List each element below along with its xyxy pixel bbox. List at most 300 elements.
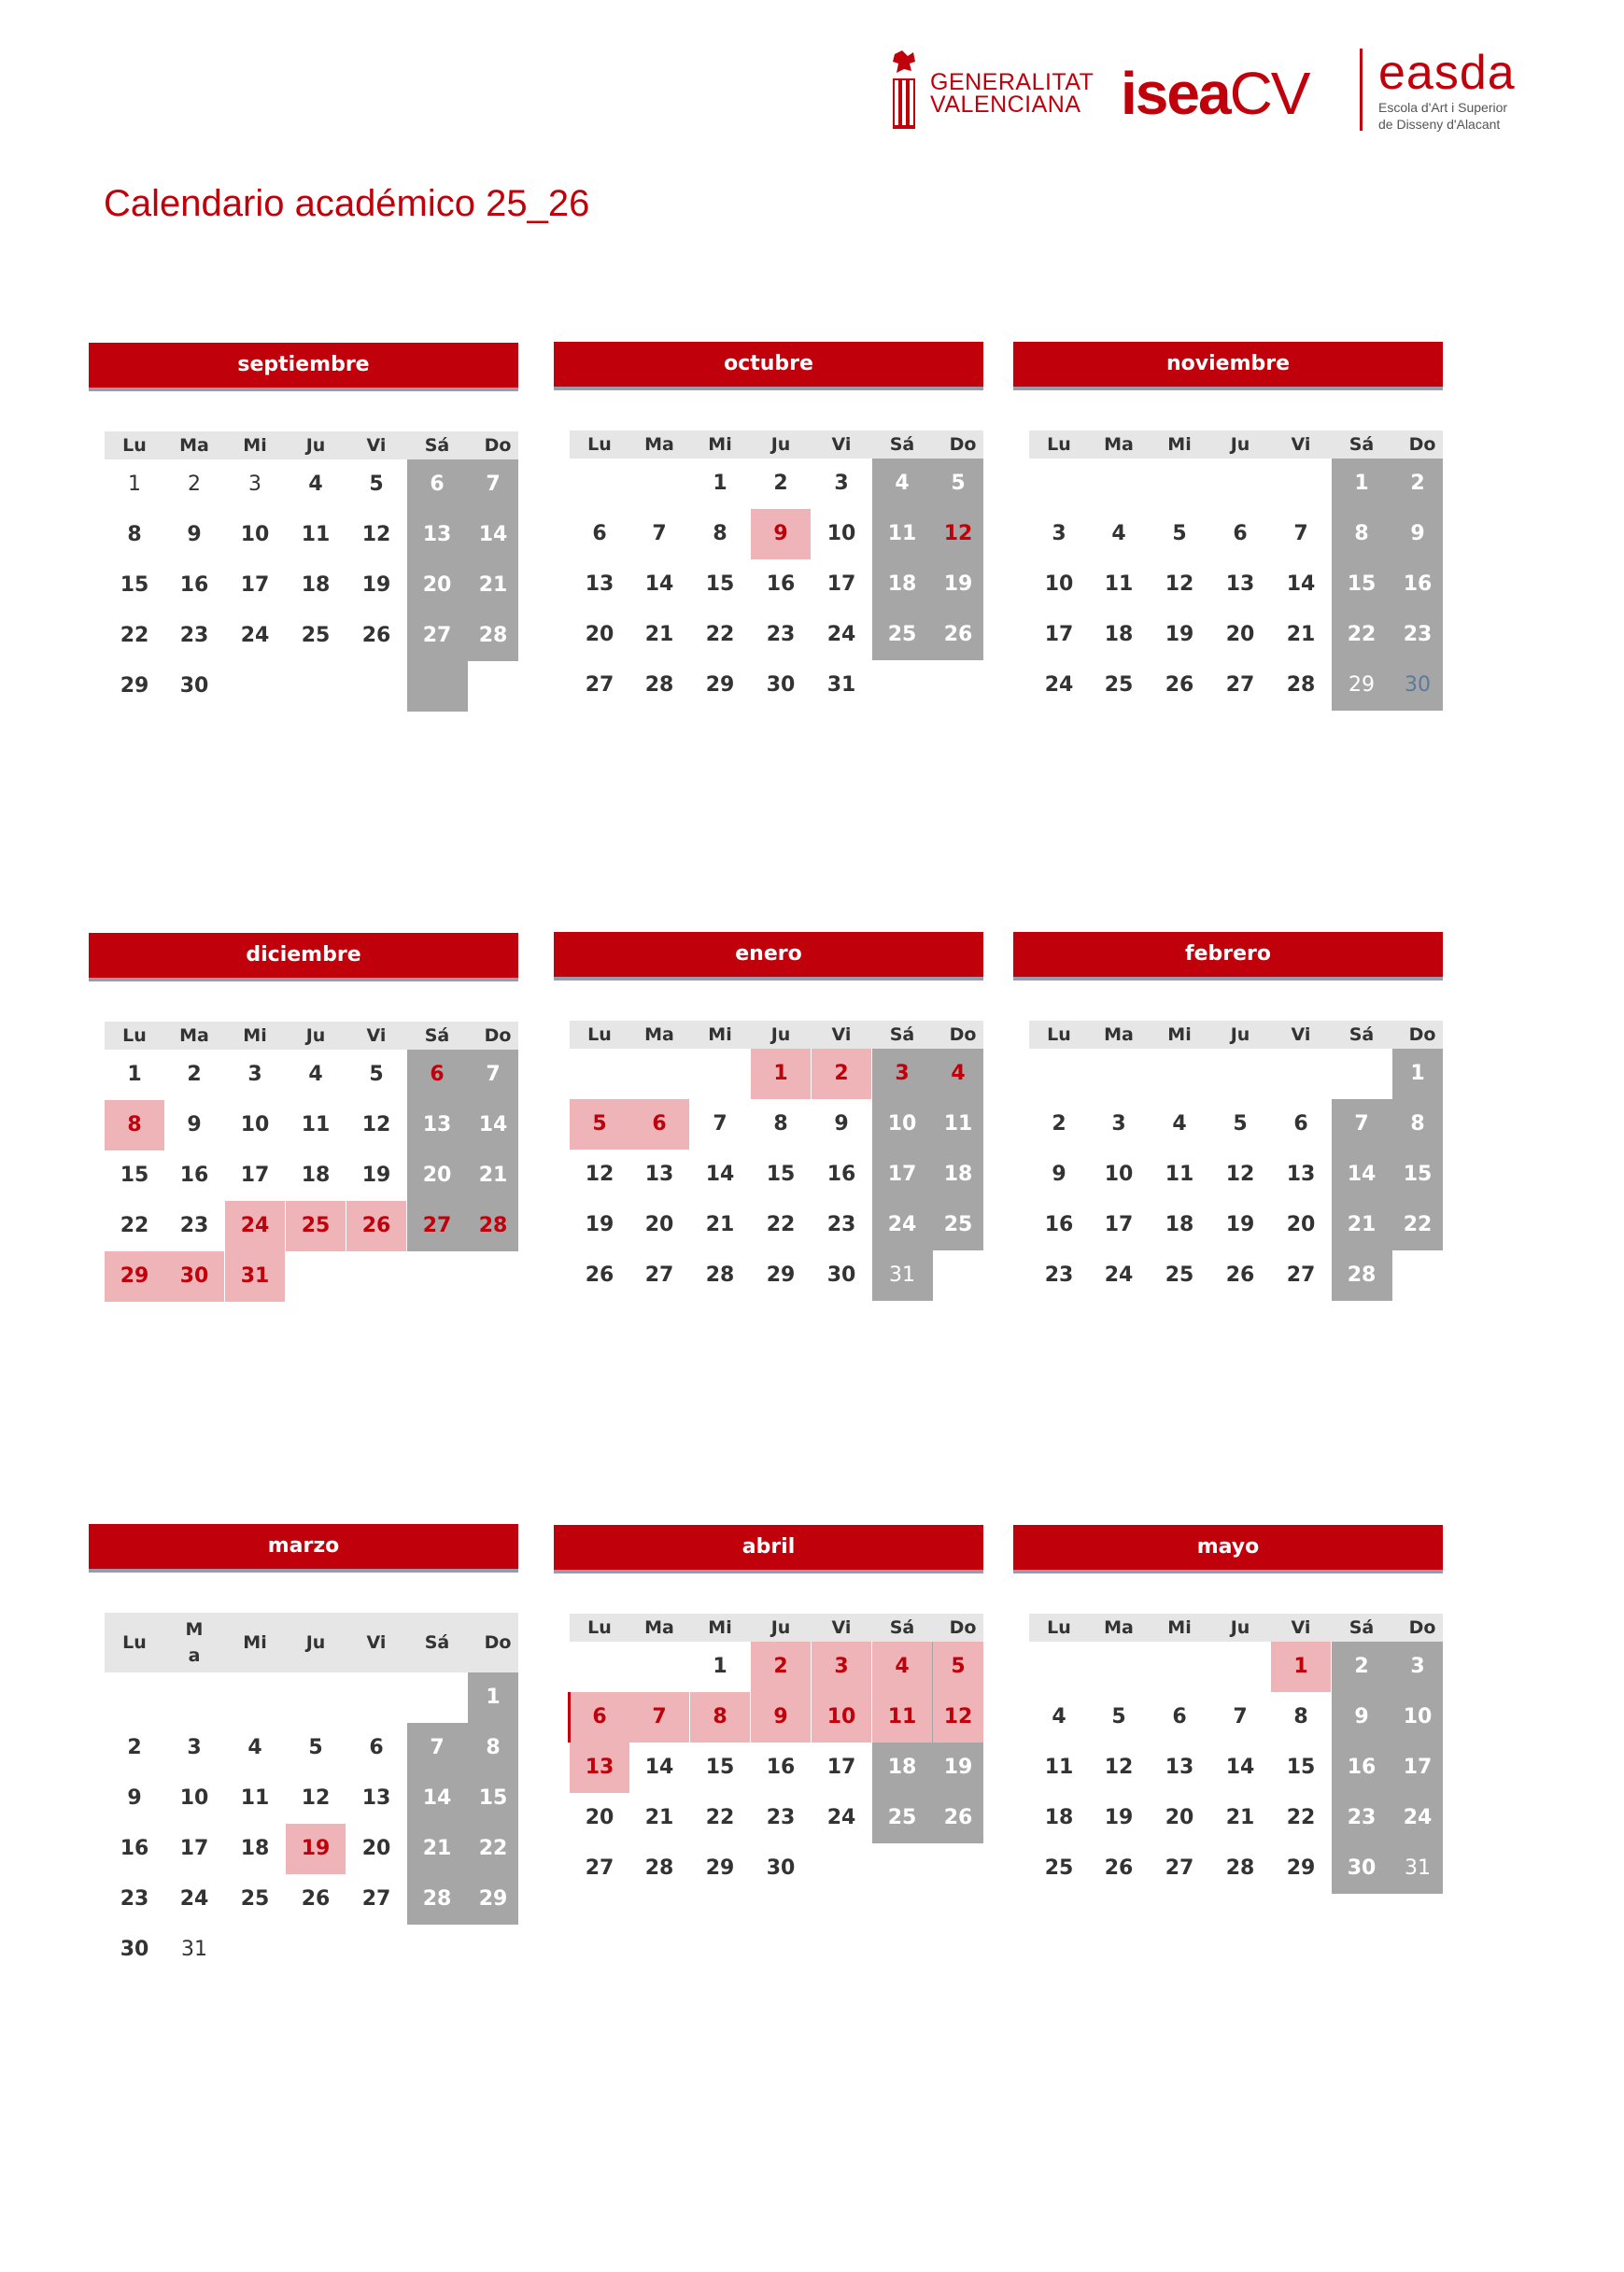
calendar-day: 31: [225, 1251, 285, 1302]
calendar-day: 1: [128, 473, 141, 496]
calendar-day: 24: [1044, 673, 1074, 697]
calendar-day: 13: [644, 1163, 674, 1186]
calendar-day: 8: [713, 522, 727, 545]
calendar-day: 22: [1403, 1213, 1433, 1236]
calendar-day: 5: [1111, 1705, 1126, 1729]
calendar-day: 16: [179, 1164, 209, 1187]
calendar-day: 2: [187, 1063, 202, 1086]
calendar-day: 16: [766, 572, 796, 596]
calendar-day: 30: [164, 1251, 224, 1302]
calendar-day: 12: [1165, 572, 1194, 596]
calendar-day: 27: [585, 1856, 614, 1880]
calendar-day: 25: [301, 624, 331, 647]
calendar-day: 30: [179, 674, 209, 698]
calendar-day: 28: [422, 1887, 452, 1911]
calendar-day: 28: [644, 1856, 674, 1880]
calendar-day: 10: [1104, 1163, 1134, 1186]
calendar-day: 11: [1044, 1756, 1074, 1779]
calendar-day: 15: [1347, 572, 1377, 596]
calendar-day: 11: [1165, 1163, 1194, 1186]
calendar-day: 12: [1225, 1163, 1255, 1186]
calendar-day: 21: [705, 1213, 735, 1236]
calendar-day: 16: [1403, 572, 1433, 596]
calendar-day: 4: [895, 472, 910, 495]
calendar-day: 5: [1233, 1112, 1248, 1136]
calendar-day: 26: [943, 1806, 973, 1829]
weekday-label: Ma: [644, 1617, 674, 1638]
calendar-day: 3: [895, 1062, 910, 1085]
calendar-day: 9: [1354, 1705, 1369, 1729]
weekday-label: Mi: [1167, 434, 1192, 455]
calendar-day: 25: [286, 1201, 346, 1251]
calendar-day: 23: [1347, 1806, 1377, 1829]
calendar-day: 29: [705, 673, 735, 697]
weekday-label: Lu: [1047, 434, 1071, 455]
calendar-day: 1: [1410, 1062, 1425, 1085]
calendar-day: 20: [585, 1806, 614, 1829]
month-title: noviembre: [1013, 342, 1443, 390]
calendar-day: 11: [240, 1786, 270, 1810]
calendar-day: 6: [369, 1736, 384, 1759]
weekday-label: Sá: [1349, 1024, 1375, 1045]
calendar-day: 26: [585, 1263, 614, 1287]
calendar-day: 6: [430, 1063, 445, 1086]
weekday-label: Vi: [1291, 434, 1311, 455]
weekday-label: Lu: [587, 1024, 612, 1045]
month-title: abril: [554, 1525, 983, 1573]
calendar-day: 2: [1354, 1655, 1369, 1678]
calendar-day: 5: [369, 1063, 384, 1086]
month-title: enero: [554, 932, 983, 981]
calendar-day: 24: [225, 1201, 285, 1251]
calendar-day: 17: [1044, 623, 1074, 646]
weekday-label: Lu: [587, 434, 612, 455]
calendar-day: 22: [705, 623, 735, 646]
weekday-label: Lu: [587, 1617, 612, 1638]
calendar-day: 10: [179, 1786, 209, 1810]
weekday-label: Mi: [708, 434, 732, 455]
calendar-day: 20: [644, 1213, 674, 1236]
weekday-label: Sá: [424, 435, 450, 456]
weekday-label: Vi: [1291, 1024, 1311, 1045]
weekday-label: Vi: [831, 1024, 852, 1045]
calendar-day: 15: [705, 1756, 735, 1779]
calendar-day: 4: [308, 1063, 323, 1086]
month-diciembre: [89, 933, 518, 1325]
calendar-day: 17: [887, 1163, 917, 1186]
calendar-day: 29: [766, 1263, 796, 1287]
calendar-day: 3: [187, 1736, 202, 1759]
calendar-day: 18: [301, 1164, 331, 1187]
calendar-day: 12: [933, 1692, 983, 1743]
calendar-day: 25: [1165, 1263, 1194, 1287]
calendar-day: 6: [592, 522, 607, 545]
calendar-day: 28: [705, 1263, 735, 1287]
calendar-day: 1: [1354, 472, 1369, 495]
calendar-day: 3: [812, 1642, 871, 1692]
weekday-label: Vi: [366, 1632, 387, 1653]
weekday-label: Vi: [831, 1617, 852, 1638]
weekday-label: Sá: [889, 1024, 915, 1045]
calendar-day: 10: [826, 522, 856, 545]
weekday-label: Ju: [305, 1025, 326, 1046]
calendar-day: 18: [240, 1837, 270, 1860]
calendar-day: 6: [1172, 1705, 1187, 1729]
weekday-label: Vi: [366, 1025, 387, 1046]
calendar-day: 21: [1225, 1806, 1255, 1829]
weekday-label: Lu: [1047, 1024, 1071, 1045]
calendar-day: 22: [705, 1806, 735, 1829]
calendar-day: 31: [826, 673, 856, 697]
calendar-day: 27: [1165, 1856, 1194, 1880]
calendar-day: 13: [422, 1113, 452, 1136]
calendar-day: 23: [1403, 623, 1433, 646]
calendar-day: 21: [644, 623, 674, 646]
calendar-day: 12: [1104, 1756, 1134, 1779]
calendar-day: 27: [644, 1263, 674, 1287]
calendar-day: 2: [1410, 472, 1425, 495]
weekday-label: Do: [949, 1024, 977, 1045]
iseacv-logo: [1121, 56, 1308, 131]
calendar-day: 19: [1165, 623, 1194, 646]
calendar-day: 16: [120, 1837, 149, 1860]
calendar-day: 23: [179, 1214, 209, 1237]
generalitat-valenciana-logo: [887, 50, 1093, 136]
calendar-day: 10: [240, 523, 270, 546]
calendar-day: 9: [751, 1692, 811, 1743]
calendar-day: 24: [826, 1806, 856, 1829]
calendar-day: 17: [1403, 1756, 1433, 1779]
calendar-day: 13: [585, 572, 614, 596]
calendar-day: 28: [478, 1214, 508, 1237]
calendar-day: 5: [951, 472, 966, 495]
calendar-day: 3: [1052, 522, 1066, 545]
weekday-label: Sá: [424, 1025, 450, 1046]
calendar-day: 1: [127, 1063, 142, 1086]
weekday-label: Ju: [770, 1024, 791, 1045]
calendar-day: 31: [889, 1263, 915, 1287]
calendar-day: 25: [943, 1213, 973, 1236]
calendar-day: 15: [1403, 1163, 1433, 1186]
calendar-day: 4: [1172, 1112, 1187, 1136]
calendar-day: 13: [1225, 572, 1255, 596]
calendar-day: 23: [826, 1213, 856, 1236]
calendar-day: 6: [629, 1099, 689, 1150]
calendar-day: 11: [301, 1113, 331, 1136]
calendar-day: 3: [1111, 1112, 1126, 1136]
calendar-day: 9: [187, 1113, 202, 1136]
calendar-day: 20: [1286, 1213, 1316, 1236]
month-febrero: [1013, 932, 1443, 1324]
calendar-day: 2: [127, 1736, 142, 1759]
calendar-day: 15: [766, 1163, 796, 1186]
month-title: mayo: [1013, 1525, 1443, 1573]
calendar-day: 14: [705, 1163, 735, 1186]
calendar-day: 21: [1347, 1213, 1377, 1236]
calendar-day: 20: [1225, 623, 1255, 646]
month-title: diciembre: [89, 933, 518, 981]
weekday-label-part: a: [188, 1645, 201, 1666]
calendar-day: 15: [705, 572, 735, 596]
calendar-day: 2: [188, 473, 201, 496]
calendar-day: 27: [1225, 673, 1255, 697]
calendar-day: 30: [1347, 1856, 1377, 1880]
calendar-day: 5: [1172, 522, 1187, 545]
calendar-day: 13: [361, 1786, 391, 1810]
calendar-day: 22: [478, 1837, 508, 1860]
calendar-day: 21: [422, 1837, 452, 1860]
calendar-day: 17: [240, 1164, 270, 1187]
calendar-day: 19: [1104, 1806, 1134, 1829]
calendar-day: 15: [120, 1164, 149, 1187]
weekday-label: Ma: [179, 435, 209, 456]
calendar-day: 19: [286, 1824, 346, 1874]
calendar-day: 20: [422, 1164, 452, 1187]
calendar-day: 24: [1403, 1806, 1433, 1829]
weekday-label: Ma: [1104, 1617, 1134, 1638]
logo-divider: [1360, 49, 1363, 131]
calendar-day: 17: [240, 573, 270, 597]
calendar-day: 26: [346, 1201, 406, 1251]
calendar-day: 19: [1225, 1213, 1255, 1236]
calendar-day: 26: [1165, 673, 1194, 697]
weekday-label: Mi: [243, 1025, 267, 1046]
calendar-day: 10: [1044, 572, 1074, 596]
calendar-day: 4: [1111, 522, 1126, 545]
month-title: febrero: [1013, 932, 1443, 981]
calendar-day: 28: [1286, 673, 1316, 697]
calendar-day: 15: [1286, 1756, 1316, 1779]
calendar-day: 17: [179, 1837, 209, 1860]
weekday-label: [164, 1613, 224, 1672]
iseacv-logo-light: CV: [1229, 60, 1309, 127]
calendar-day: 8: [105, 1100, 164, 1150]
calendar-day: 7: [713, 1112, 727, 1136]
weekday-label: Mi: [1167, 1617, 1192, 1638]
calendar-day: 23: [766, 623, 796, 646]
weekday-label: Ju: [1230, 1024, 1250, 1045]
calendar-day: 4: [308, 473, 323, 496]
calendar-day: 2: [773, 472, 788, 495]
iseacv-logo-bold: isea: [1121, 60, 1230, 127]
calendar-day: 29: [1349, 673, 1375, 697]
weekday-label-part: M: [185, 1619, 204, 1640]
weekday-label: Ma: [644, 1024, 674, 1045]
weekday-label: Do: [1408, 434, 1436, 455]
weekday-label: Ma: [644, 434, 674, 455]
calendar-day: 7: [1354, 1112, 1369, 1136]
calendar-day: 31: [181, 1938, 207, 1961]
calendar-day: 29: [105, 1251, 164, 1302]
calendar-day: 11: [887, 522, 917, 545]
calendar-day: 12: [361, 523, 391, 546]
calendar-day: 25: [887, 1806, 917, 1829]
calendar-day: 26: [1225, 1263, 1255, 1287]
calendar-day: 16: [1347, 1756, 1377, 1779]
calendar-day: 14: [644, 572, 674, 596]
calendar-day: 14: [478, 1113, 508, 1136]
calendar-day: 15: [120, 573, 149, 597]
weekday-label: Ma: [1104, 434, 1134, 455]
calendar-day: 24: [1104, 1263, 1134, 1287]
calendar-day: 23: [120, 1887, 149, 1911]
calendar-day: 28: [478, 624, 508, 647]
calendar-day: 26: [361, 624, 391, 647]
calendar-day: 22: [1347, 623, 1377, 646]
calendar-day: 9: [187, 523, 202, 546]
calendar-day: 9: [834, 1112, 849, 1136]
calendar-day: 7: [486, 473, 501, 496]
calendar-day: 19: [943, 572, 973, 596]
calendar-day: 22: [120, 624, 149, 647]
calendar-day: 23: [1044, 1263, 1074, 1287]
weekday-label: Mi: [243, 1632, 267, 1653]
month-noviembre: [1013, 342, 1443, 734]
calendar-day: 17: [826, 572, 856, 596]
weekday-label: Do: [949, 1617, 977, 1638]
calendar-day: 7: [629, 1692, 689, 1743]
calendar-day: 16: [826, 1163, 856, 1186]
calendar-day: 24: [887, 1213, 917, 1236]
weekday-label: Do: [1408, 1024, 1436, 1045]
calendar-day: 9: [1410, 522, 1425, 545]
calendar-day: 23: [766, 1806, 796, 1829]
weekday-label: Mi: [708, 1617, 732, 1638]
calendar-day: 4: [951, 1062, 966, 1085]
calendar-day: 18: [943, 1163, 973, 1186]
calendar-day: 25: [240, 1887, 270, 1911]
calendar-day: 21: [478, 1164, 508, 1187]
calendar-day: 7: [430, 1736, 445, 1759]
easda-logo: [1378, 47, 1516, 133]
weekday-label: Do: [484, 435, 512, 456]
calendar-day: 4: [1052, 1705, 1066, 1729]
calendar-day: 20: [1165, 1806, 1194, 1829]
calendar-day: 29: [120, 674, 149, 698]
calendar-day: 13: [422, 523, 452, 546]
weekday-label: Sá: [1349, 1617, 1375, 1638]
weekday-label: Vi: [831, 434, 852, 455]
week-marker: [568, 1692, 571, 1743]
calendar-day: 24: [179, 1887, 209, 1911]
calendar-day: 12: [301, 1786, 331, 1810]
calendar-day: 18: [1104, 623, 1134, 646]
calendar-day: 21: [644, 1806, 674, 1829]
month-title: marzo: [89, 1524, 518, 1573]
calendar-day: 5: [369, 473, 384, 496]
weekday-label: Ju: [1230, 434, 1250, 455]
calendar-day: 14: [1225, 1756, 1255, 1779]
calendar-day: 17: [826, 1756, 856, 1779]
calendar-day: 20: [585, 623, 614, 646]
weekday-label: Do: [949, 434, 977, 455]
calendar-day: 16: [766, 1756, 796, 1779]
page-title: Calendario académico 25_26: [104, 183, 590, 224]
weekday-label: Lu: [1047, 1617, 1071, 1638]
weekday-label: Vi: [1291, 1617, 1311, 1638]
calendar-day: 21: [1286, 623, 1316, 646]
weekday-label: Ma: [1104, 1024, 1134, 1045]
calendar-day: 18: [887, 572, 917, 596]
calendar-day: 12: [943, 522, 973, 545]
calendar-day: 10: [240, 1113, 270, 1136]
calendar-day: 8: [1293, 1705, 1308, 1729]
calendar-day: 18: [887, 1756, 917, 1779]
calendar-day: 3: [1410, 1655, 1425, 1678]
weekday-label: Mi: [708, 1024, 732, 1045]
calendar-day: 14: [1347, 1163, 1377, 1186]
calendar-day: 3: [248, 473, 261, 496]
calendar-day: 24: [240, 624, 270, 647]
weekday-label: Ju: [305, 1632, 326, 1653]
weekday-label: Do: [1408, 1617, 1436, 1638]
calendar-day: 13: [1165, 1756, 1194, 1779]
calendar-day: 4: [872, 1642, 932, 1692]
calendar-day: 30: [766, 673, 796, 697]
calendar-day: 7: [652, 522, 667, 545]
calendar-day: 27: [1286, 1263, 1316, 1287]
month-marzo: [89, 1524, 518, 1961]
calendar-day: 14: [478, 523, 508, 546]
calendar-day: 1: [713, 1655, 727, 1678]
calendar-day: 8: [486, 1736, 501, 1759]
calendar-day: 14: [1286, 572, 1316, 596]
weekday-label: Ju: [1230, 1617, 1250, 1638]
calendar-day: 2: [812, 1049, 871, 1099]
calendar-day: 27: [422, 624, 452, 647]
weekday-label: Lu: [122, 1632, 147, 1653]
month-octubre: [554, 342, 983, 734]
calendar-day: 29: [705, 1856, 735, 1880]
header-logos: [887, 47, 1541, 140]
calendar-day: 8: [1354, 522, 1369, 545]
calendar-day: 11: [872, 1692, 932, 1743]
weekday-label: Sá: [889, 434, 915, 455]
calendar-day: 3: [834, 472, 849, 495]
calendar-day: 15: [478, 1786, 508, 1810]
calendar-day: 7: [1233, 1705, 1248, 1729]
calendar-day: 19: [585, 1213, 614, 1236]
month-abril: [554, 1525, 983, 1917]
calendar-day: 1: [751, 1049, 811, 1099]
calendar-day: 18: [1165, 1213, 1194, 1236]
calendar-day: 11: [301, 523, 331, 546]
weekday-label: Ju: [770, 1617, 791, 1638]
calendar-day: 11: [1104, 572, 1134, 596]
gv-line-1: GENERALITAT: [930, 69, 1094, 95]
month-mayo: [1013, 1525, 1443, 1917]
calendar-day: 28: [1225, 1856, 1255, 1880]
calendar-day: 22: [766, 1213, 796, 1236]
calendar-day: 20: [361, 1837, 391, 1860]
calendar-day: 2: [751, 1642, 811, 1692]
calendar-day: 24: [826, 623, 856, 646]
calendar-day: 31: [1405, 1856, 1431, 1880]
calendar-day: 30: [766, 1856, 796, 1880]
calendar-day: 22: [120, 1214, 149, 1237]
calendar-day: 30: [826, 1263, 856, 1287]
calendar-day: 11: [943, 1112, 973, 1136]
weekday-label: Ju: [305, 435, 326, 456]
calendar-day: 19: [943, 1756, 973, 1779]
calendar-day: 3: [247, 1063, 262, 1086]
calendar-day: 19: [361, 1164, 391, 1187]
calendar-day: 10: [812, 1692, 871, 1743]
generalitat-emblem-icon: [887, 50, 921, 134]
calendar-day: 21: [478, 573, 508, 597]
gv-line-2: VALENCIANA: [930, 92, 1081, 118]
calendar-day: 27: [585, 673, 614, 697]
